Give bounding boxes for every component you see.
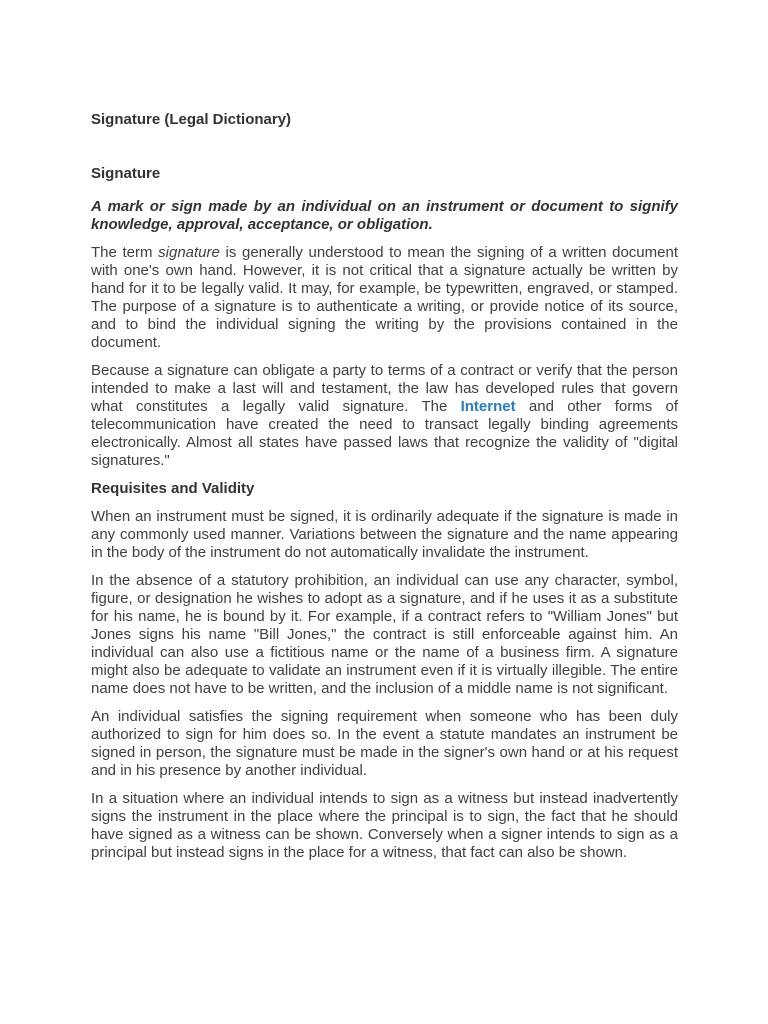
paragraph-1-after: is generally understood to mean the signing of a written document with one's own hand. However, it is not critical that a signature actually be written by hand for it to be legally valid. It may, for example, be typewritten, engraved, or stamped. The purpose of a signature is to authenticate a writing, or provide notice of its source, and to bind the individual signing the writing by the provisions contained in the document. [91, 244, 678, 351]
requisites-heading: Requisites and Validity [91, 480, 255, 497]
definition-text: A mark or sign made by an individual on an instrument or document to signify knowledge, approval, acceptance, or obligation. [91, 198, 678, 233]
paragraph-2 [91, 362, 678, 470]
paragraph-4: In the absence of a statutory prohibition, an individual can use any character, symbol, figure, or designation he wishes to adopt as a signature, and if he uses it as a substitute for his name, he is bound by it. For example, if a contract refers to "William Jones" but Jones signs his name "Bill Jones," the contract is still enforceable against him. An individual can also use a fictitious name or the name of a business firm. A signature might also be adequate to validate an instrument even if it is virtually illegible. The entire name does not have to be written, and the inclusion of a middle name is not significant. [91, 572, 678, 697]
paragraph-5: An individual satisfies the signing requirement when someone who has been duly authorized to sign for him does so. In the event a statute mandates an instrument be signed in person, the signature must be made in the signer's own hand or at his request and in his presence by another individual. [91, 708, 678, 779]
paragraph-2-before: Because a signature can obligate a party to terms of a contract or verify that the person intended to make a last will and testament, the law has developed rules that govern what constitutes a legally valid signature. The [91, 362, 678, 415]
paragraph-1 [91, 244, 678, 352]
signature-term: signature [158, 244, 220, 261]
paragraph-6: In a situation where an individual intends to sign as a witness but instead inadvertently signs the instrument in the place where the principal is to sign, the fact that he should have signed as a witness can be shown. Conversely when a signer intends to sign as a principal but instead signs in the place for a witness, that fact can also be shown. [91, 790, 678, 861]
document-title: Signature (Legal Dictionary) [91, 111, 292, 128]
document-body [91, 110, 678, 872]
paragraph-1-before: The term [91, 244, 159, 261]
internet-link[interactable]: Internet [460, 398, 516, 415]
paragraph-3: When an instrument must be signed, it is ordinarily adequate if the signature is made in any commonly used manner. Variations between the signature and the name appearing in the body of the instrument do not automatically invalidate the instrument. [91, 508, 678, 561]
entry-heading: Signature [91, 165, 161, 182]
paragraph-2-after: and other forms of telecommunication have created the need to transact legally binding agreements electronically. Almost all states have passed laws that recognize the validity of "digital signatures." [91, 398, 678, 469]
